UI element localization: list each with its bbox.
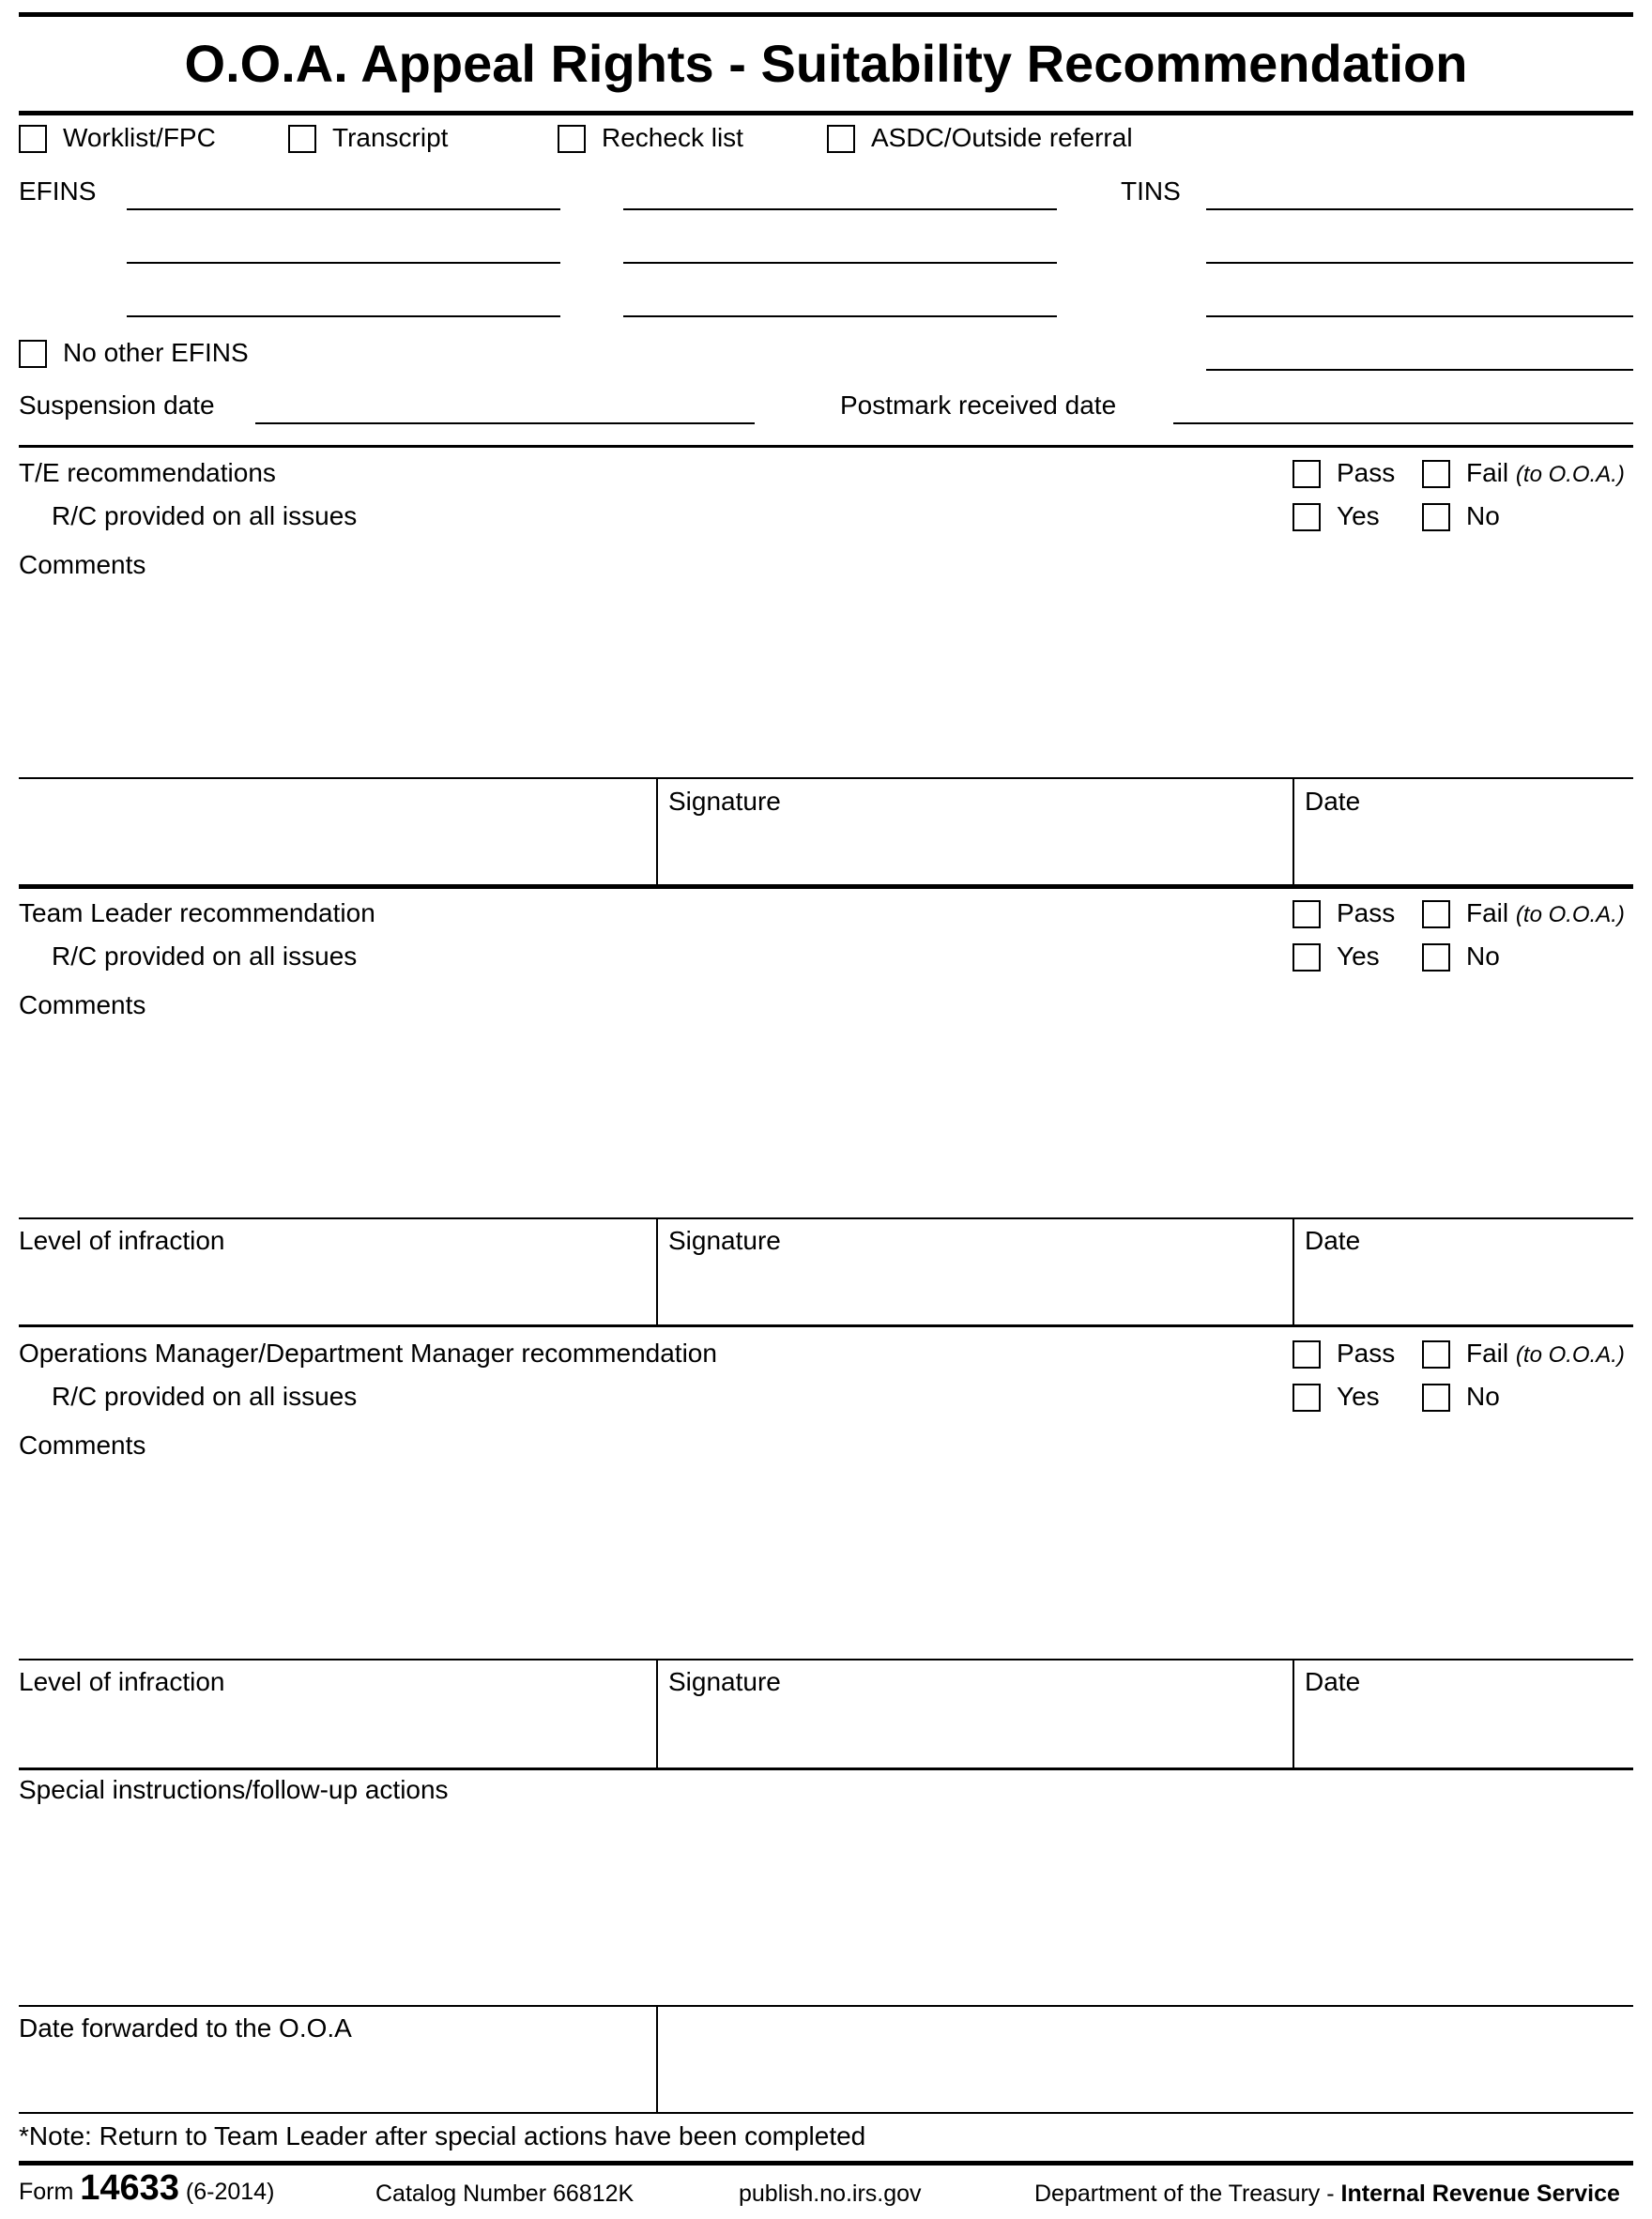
postmark-received-date-input[interactable] [1173, 389, 1637, 424]
signature-divider [656, 778, 658, 885]
no-other-efins-label: No other EFINS [63, 338, 249, 367]
efin-input-1[interactable] [127, 175, 564, 210]
special-instructions-input[interactable] [19, 1812, 1637, 2003]
postmark-received-date-label: Postmark received date [840, 390, 1117, 420]
tins-label: TINS [1121, 176, 1181, 206]
tin-line-3 [1206, 315, 1633, 317]
comments-label: Comments [19, 1431, 146, 1460]
form-revision: (6-2014) [185, 2179, 275, 2205]
pass-checkbox[interactable] [1293, 1340, 1321, 1369]
efin-line-1 [127, 208, 560, 210]
signature-input[interactable] [668, 1708, 1292, 1744]
efins-label: EFINS [19, 176, 97, 206]
section-rule [19, 2112, 1633, 2114]
signature-label: Signature [668, 787, 781, 816]
signature-row-rule [19, 777, 1633, 779]
form-number: 14633 [80, 2168, 179, 2208]
tin-input-4[interactable] [1206, 335, 1637, 371]
fail-checkbox[interactable] [1422, 1340, 1450, 1369]
postmark-received-date-line [1173, 422, 1633, 424]
suspension-date-input[interactable] [255, 389, 758, 424]
yes-label: Yes [1337, 941, 1380, 971]
pass-label: Pass [1337, 458, 1396, 487]
date-label: Date [1305, 1667, 1361, 1696]
tin-input-1[interactable] [1206, 175, 1637, 210]
form-identifier: Form 14633 (6-2014) [19, 2168, 275, 2208]
date-input[interactable] [1305, 1708, 1632, 1744]
section-rule [19, 1768, 1633, 1770]
date-divider [1293, 1218, 1294, 1325]
efin-line-5 [127, 315, 560, 317]
fail-checkbox[interactable] [1422, 460, 1450, 488]
date-divider [1293, 1660, 1294, 1768]
pass-checkbox[interactable] [1293, 900, 1321, 928]
date-label: Date [1305, 1226, 1361, 1255]
no-label: No [1466, 501, 1500, 530]
rc-provided-label: R/C provided on all issues [52, 501, 358, 530]
comments-label: Comments [19, 550, 146, 579]
rc-provided-label: R/C provided on all issues [52, 1382, 358, 1411]
fail-label: Fail (to O.O.A.) [1466, 1339, 1625, 1368]
date-forwarded-divider [656, 2006, 658, 2113]
tin-line-4 [1206, 369, 1633, 371]
efin-input-3[interactable] [127, 228, 564, 264]
level-of-infraction-input[interactable] [19, 1267, 651, 1303]
comments-label: Comments [19, 990, 146, 1019]
comments-input[interactable] [19, 1024, 1637, 1216]
title-rule [19, 111, 1633, 115]
yes-label: Yes [1337, 501, 1380, 530]
top-rule [19, 12, 1633, 17]
efin-line-3 [127, 262, 560, 264]
asdc-outside-referral-checkbox[interactable] [827, 125, 855, 153]
efin-input-6[interactable] [623, 282, 1061, 317]
yes-checkbox[interactable] [1293, 1384, 1321, 1412]
fail-note: (to O.O.A.) [1515, 462, 1625, 487]
signature-row-rule [19, 1217, 1633, 1219]
tin-input-3[interactable] [1206, 282, 1637, 317]
date-forwarded-label: Date forwarded to the O.O.A [19, 2013, 352, 2043]
section-heading: T/E recommendations [19, 458, 276, 487]
pass-label: Pass [1337, 898, 1396, 927]
section-rule [19, 2005, 1633, 2007]
no-checkbox[interactable] [1422, 1384, 1450, 1412]
comments-input[interactable] [19, 1464, 1637, 1656]
fail-label: Fail (to O.O.A.) [1466, 458, 1625, 487]
recheck-list-checkbox[interactable] [558, 125, 586, 153]
efin-input-4[interactable] [623, 228, 1061, 264]
efin-line-6 [623, 315, 1057, 317]
suspension-date-line [255, 422, 755, 424]
tin-input-2[interactable] [1206, 228, 1637, 264]
level-of-infraction-input[interactable] [19, 1708, 651, 1744]
footer-rule [19, 2161, 1633, 2165]
tin-line-1 [1206, 208, 1633, 210]
yes-checkbox[interactable] [1293, 503, 1321, 531]
efin-input-5[interactable] [127, 282, 564, 317]
return-note: *Note: Return to Team Leader after special actions have been completed [19, 2121, 866, 2150]
pass-label: Pass [1337, 1339, 1396, 1368]
comments-input[interactable] [19, 584, 1637, 775]
agency-name: Internal Revenue Service [1340, 2181, 1620, 2207]
date-label: Date [1305, 787, 1361, 816]
transcript-label: Transcript [332, 123, 449, 152]
pass-checkbox[interactable] [1293, 460, 1321, 488]
special-instructions-label: Special instructions/follow-up actions [19, 1775, 449, 1804]
section-rule [19, 445, 1633, 448]
no-label: No [1466, 941, 1500, 971]
rc-provided-label: R/C provided on all issues [52, 941, 358, 971]
yes-label: Yes [1337, 1382, 1380, 1411]
date-input[interactable] [1305, 1267, 1632, 1303]
efin-line-2 [623, 208, 1057, 210]
asdc-outside-referral-label: ASDC/Outside referral [871, 123, 1133, 152]
suspension-date-label: Suspension date [19, 390, 215, 420]
signature-divider [656, 1660, 658, 1768]
worklist-fpc-label: Worklist/FPC [63, 123, 216, 152]
signature-row-rule [19, 1659, 1633, 1660]
fail-checkbox[interactable] [1422, 900, 1450, 928]
no-checkbox[interactable] [1422, 503, 1450, 531]
catalog-number: Catalog Number 66812K [375, 2181, 635, 2207]
signature-input[interactable] [668, 1267, 1292, 1303]
no-other-efins-checkbox[interactable] [19, 340, 47, 368]
signature-label: Signature [668, 1226, 781, 1255]
signature-input[interactable] [668, 826, 1292, 862]
worklist-fpc-checkbox[interactable] [19, 125, 47, 153]
yes-checkbox[interactable] [1293, 943, 1321, 972]
section-heading: Team Leader recommendation [19, 898, 375, 927]
publish-url: publish.no.irs.gov [739, 2181, 922, 2207]
efin-input-2[interactable] [623, 175, 1061, 210]
signature-label: Signature [668, 1667, 781, 1696]
fail-label: Fail (to O.O.A.) [1466, 898, 1625, 927]
tin-line-2 [1206, 262, 1633, 264]
transcript-checkbox[interactable] [288, 125, 316, 153]
form-title: O.O.A. Appeal Rights - Suitability Recommendation [184, 34, 1468, 93]
fail-note: (to O.O.A.) [1515, 1342, 1625, 1368]
date-forwarded-input[interactable] [668, 2046, 1629, 2082]
recheck-list-label: Recheck list [602, 123, 743, 152]
department-agency: Department of the Treasury - Internal Revenue Service [1034, 2181, 1620, 2207]
level-of-infraction-label: Level of infraction [19, 1226, 225, 1255]
date-input[interactable] [1305, 826, 1632, 862]
section-heading: Operations Manager/Department Manager recommendation [19, 1339, 717, 1368]
section-rule [19, 1324, 1633, 1327]
no-label: No [1466, 1382, 1500, 1411]
no-checkbox[interactable] [1422, 943, 1450, 972]
level-of-infraction-label: Level of infraction [19, 1667, 225, 1696]
section-rule [19, 884, 1633, 889]
date-divider [1293, 778, 1294, 885]
fail-note: (to O.O.A.) [1515, 902, 1625, 927]
efin-line-4 [623, 262, 1057, 264]
signature-divider [656, 1218, 658, 1325]
